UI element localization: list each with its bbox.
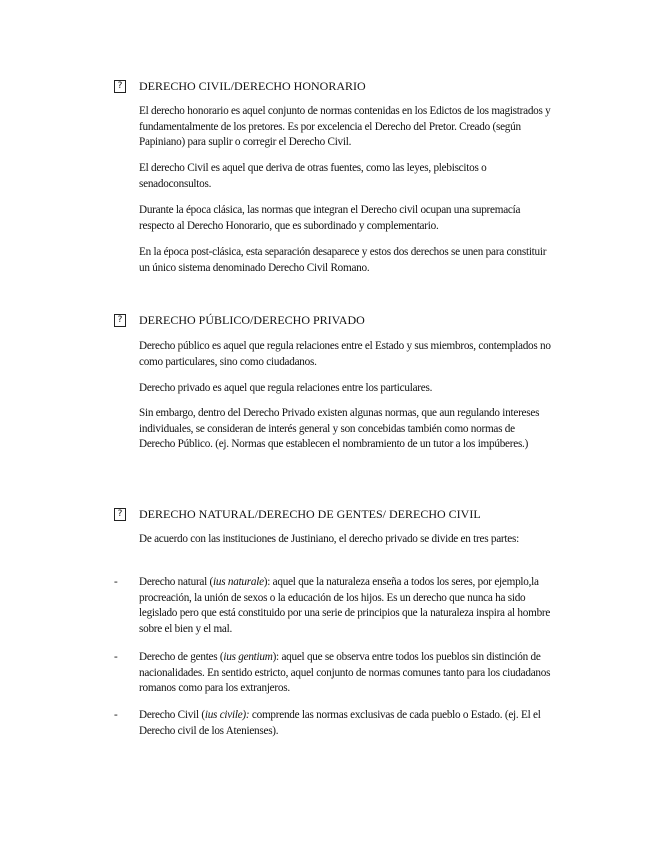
bullet-box-icon: ? [114,314,126,327]
item-rest: ): aquel que se observa entre todos los pueblos sin distinción de nacionalidades. En sentido estricto, aquel conjunto de normas comunes tanto para los ciudadanos romanos como para los extranjeros. [139,651,551,695]
list-item-ius-civile [114,708,554,739]
paragraph: Sin embargo, dentro del Derecho Privado existen algunas normas, que aun regulando intereses individuales, se consideran de interés general y son concebidas también como normas de Derecho Público. (ej. Normas que establecen el nombramiento de un tutor a los impúberes.) [139,407,540,451]
section-title: DERECHO PÚBLICO/DERECHO PRIVADO [139,313,365,327]
item-lead: Derecho Civil ( [139,709,205,721]
list-item-ius-gentium [114,650,554,697]
list-item-text [139,650,551,697]
item-term: ius naturale [213,576,264,588]
dash-marker: - [114,709,118,721]
item-lead: Derecho de gentes ( [139,651,224,663]
dash-marker: - [114,651,118,663]
paragraph: De acuerdo con las instituciones de Justiniano, el derecho privado se divide en tres partes: [139,533,519,545]
paragraph: El derecho Civil es aquel que deriva de otras fuentes, como las leyes, plebiscitos o senadoconsultos. [139,162,487,190]
dash-marker: - [114,576,118,588]
paragraph: El derecho honorario es aquel conjunto de normas contenidas en los Edictos de los magistrados y fundamentalmente de los pretores. Es por excelencia el Derecho del Pretor. Creado (según Papiniano) para suplir o corregir el Derecho Civil. [139,105,551,149]
section-heading-natural-gentes-civil [114,507,481,522]
item-term: ius gentium [223,651,273,663]
item-term: ius civile): [204,709,250,721]
list-item-text [139,708,551,739]
item-rest: comprende las normas exclusivas de cada pueblo o Estado. (ej. El el Derecho civil de los Atenienses). [139,709,541,737]
list-item-ius-naturale [114,575,554,637]
item-lead: Derecho natural ( [139,576,214,588]
section-heading-publico-privado [114,313,365,328]
paragraph: Derecho privado es aquel que regula relaciones entre los particulares. [139,382,433,394]
paragraph: Durante la época clásica, las normas que integran el Derecho civil ocupan una supremacía respecto al Derecho Honorario, que es subordinado y complementario. [139,204,521,232]
section-title: DERECHO NATURAL/DERECHO DE GENTES/ DERECHO CIVIL [139,507,481,521]
bullet-box-icon: ? [114,508,126,521]
bullet-box-icon: ? [114,80,126,93]
list-item-text [139,575,551,637]
paragraph: En la época post-clásica, esta separación desaparece y estos dos derechos se unen para constituir un único sistema denominado Derecho Civil Romano. [139,246,547,274]
paragraph: Derecho público es aquel que regula relaciones entre el Estado y sus miembros, contemplados no como particulares, sino como ciudadanos. [139,340,551,368]
section-heading-civil-honorario [114,79,366,94]
item-rest: ): aquel que la naturaleza enseña a todos los seres, por ejemplo,la procreación, la unión de sexos o la educación de los hijos. Es un derecho que nunca ha sido legislado pero que está constituido por una serie de principios que la naturaleza inspira al hombre sobre el bien y el mal. [139,576,551,635]
section-title: DERECHO CIVIL/DERECHO HONORARIO [139,79,366,93]
